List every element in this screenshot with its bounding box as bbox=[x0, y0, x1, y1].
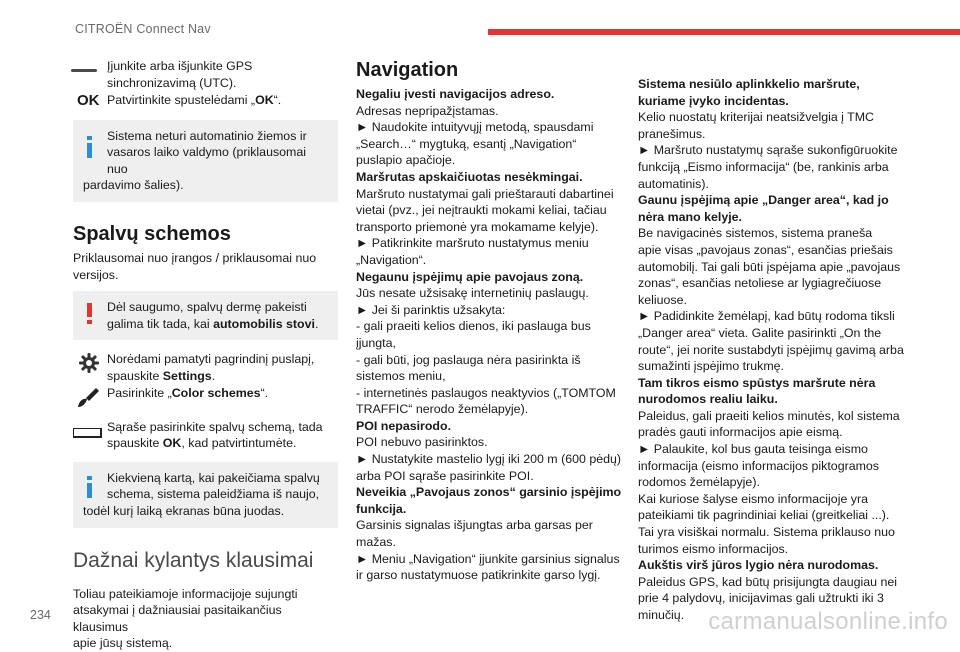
question-line: Neveikia „Pavojaus zonos“ garsinio įspėjimo bbox=[356, 485, 622, 500]
answer-line: transporto priemonė yra mokamame kelyje). bbox=[356, 219, 599, 234]
question-line: POI nepasirodo. bbox=[356, 418, 452, 433]
answer-line: „Danger area“ vieta. Galite pasirinkti „On the bbox=[638, 325, 882, 340]
answer-line: „Search…“ mygtuką, esantį „Navigation“ bbox=[356, 136, 577, 151]
answer-line: rodomos žemėlapyje). bbox=[638, 475, 760, 490]
paragraph-line: Priklausomai nuo įrangos / priklausomai nuo bbox=[73, 250, 317, 265]
answer-line: pradės gauti informacijos apie eismą. bbox=[638, 425, 843, 440]
warning-exclamation-icon bbox=[87, 303, 93, 325]
page-number: 234 bbox=[30, 608, 51, 622]
answer-line: Kelio nuostatų kriterijai neatsižvelgia į TMC bbox=[638, 110, 874, 125]
answer-line: Tai yra visiškai normalu. Sistema priklauso nuo bbox=[638, 525, 895, 540]
settings-row: Norėdami pamatyti pagrindinį puslapį, spauskite Settings. bbox=[73, 351, 338, 384]
color-schemes-row: Pasirinkite „Color schemes“. bbox=[73, 385, 338, 409]
warning-line: Dėl saugumo, spalvų dermę pakeisti bbox=[107, 300, 307, 315]
info-icon bbox=[87, 136, 93, 158]
question-line: Tam tikros eismo spūstys maršrute nėra bbox=[638, 375, 876, 390]
answer-line: ► Padidinkite žemėlapį, kad būtų rodoma tiksli bbox=[638, 309, 895, 324]
answer-line: sumažinti įspėjimo trukmę. bbox=[638, 359, 784, 374]
question-line: Sistema nesiūlo aplinkkelio maršrute, bbox=[638, 77, 860, 91]
question-line: Negaunu įspėjimų apie pavojaus zoną. bbox=[356, 269, 584, 284]
info-note-line: vasaros laiko valdymo (priklausomai nuo bbox=[107, 145, 307, 176]
answer-line: pateikiami tik pagrindiniai keliai (greitkeliai ...). bbox=[638, 508, 890, 523]
paragraph-line: atsakymai į dažniausiai pasitaikančius klausimus bbox=[73, 603, 282, 634]
ok-instruction-line: Įjunkite arba išjunkite GPS bbox=[107, 59, 253, 73]
paragraph-line: versijos. bbox=[73, 267, 119, 282]
info-note-line: pardavimo šalies). bbox=[83, 178, 184, 193]
answer-line: Adresas nepripažįstamas. bbox=[356, 103, 499, 118]
right-column bbox=[638, 76, 906, 624]
answer-line: ► Patikrinkite maršruto nustatymus meniu bbox=[356, 236, 589, 251]
answer-line: Jūs nesate užsisakę internetinių paslaugų. bbox=[356, 286, 589, 301]
ok-icon-slot bbox=[73, 58, 107, 92]
answer-line: Maršruto nustatymai gali prieštarauti dabartinei bbox=[356, 186, 614, 201]
answer-line: ► Meniu „Navigation“ įjunkite garsinius signalus bbox=[356, 551, 620, 566]
ok-instruction-line: sinchronizavimą (UTC). bbox=[107, 75, 237, 90]
question-line: Gaunu įspėjimą apie „Danger area“, kad jo bbox=[638, 193, 889, 208]
middle-column bbox=[356, 58, 628, 584]
answer-line: - gali praeiti kelios dienos, iki paslauga bus bbox=[356, 319, 591, 334]
answer-line: Kai kuriose šalyse eismo informacijoje yra bbox=[638, 491, 869, 506]
answer-line: vietai (pvz., jei neįtraukti mokami keliai, tačiau bbox=[356, 203, 607, 218]
info-note bbox=[73, 462, 338, 528]
watermark: carmanualsonline.info bbox=[708, 608, 948, 635]
answer-line: automobilį. Tai gali būti įspėjama apie „pavojaus bbox=[638, 259, 901, 274]
question-line: kuriame įvyko incidentas. bbox=[638, 93, 789, 108]
answer-line: apie visas „pavojaus zonas“, esančias priešais bbox=[638, 242, 893, 257]
question-line: Aukštis virš jūros lygio nėra nurodomas. bbox=[638, 558, 879, 573]
question-line: funkcija. bbox=[356, 501, 407, 516]
answer-line: mažas. bbox=[356, 535, 396, 550]
answer-line: Be navigacinės sistemos, sistema praneša bbox=[638, 226, 873, 241]
answer-line: route“, jei norite sustabdyti įspėjimų gavimą arba bbox=[638, 342, 904, 357]
answer-line: funkciją „Eismo informacija“ (be, rankinis arba bbox=[638, 159, 889, 174]
answer-line: „Navigation“. bbox=[356, 252, 427, 267]
info-note-line: Kiekvieną kartą, kai pakeičiama spalvų bbox=[107, 470, 320, 485]
gear-icon bbox=[79, 353, 99, 373]
answer-line: prie 4 palydovų, inicijavimas gali užtrukti iki 3 bbox=[638, 591, 884, 606]
answer-line: POI nebuvo pasirinktos. bbox=[356, 435, 488, 450]
answer-line: ir garso nustatymuose patikrinkite garso lygį. bbox=[356, 568, 601, 583]
answer-line: ► Nustatykite mastelio lygį iki 200 m (600 pėdų) bbox=[356, 452, 622, 467]
info-note-line: todėl kurį laiką ekranas būna juodas. bbox=[83, 503, 285, 518]
ok-confirm-row: OK Patvirtinkite spustelėdami „OK“. bbox=[77, 92, 282, 109]
list-selector-icon bbox=[73, 428, 103, 438]
paragraph-line: Toliau pateikiamoje informacijoje sujungti bbox=[73, 586, 298, 601]
answer-line: Paleidus GPS, kad būtų prisijungta daugiau nei bbox=[638, 574, 897, 589]
answer-line: Garsinis signalas išjungtas arba garsas per bbox=[356, 518, 593, 533]
info-note-line: Sistema neturi automatinio žiemos ir bbox=[107, 128, 307, 143]
question-line: Negaliu įvesti navigacijos adreso. bbox=[356, 87, 555, 101]
answer-line: sistemos meniu, bbox=[356, 369, 446, 384]
answer-line: zonas“, esančias netoliese ar lygiagrečiuose bbox=[638, 276, 882, 291]
paragraph-line: apie jūsų sistemą. bbox=[73, 636, 173, 651]
answer-line: keliuose. bbox=[638, 292, 687, 307]
question-line: nurodomos realiu laiku. bbox=[638, 392, 778, 407]
traffic-faq-text bbox=[638, 76, 906, 624]
header-accent-bar bbox=[488, 29, 960, 35]
answer-line: automatinis). bbox=[638, 176, 709, 191]
answer-line: puslapio apačioje. bbox=[356, 153, 456, 168]
section-heading-color-schemes: Spalvų schemos bbox=[73, 222, 231, 245]
answer-line: arba POI sąraše pasirinkite POI. bbox=[356, 468, 534, 483]
answer-line: ► Maršruto nustatymų sąraše sukonfigūruokite bbox=[638, 143, 898, 158]
answer-line: - internetinės paslaugos neaktyvios („TOMTOM bbox=[356, 385, 616, 400]
answer-line: TRAFFIC“ nerodo žemėlapyje). bbox=[356, 402, 529, 417]
answer-line: turimos eismo informacijos. bbox=[638, 541, 789, 556]
answer-line: pranešimus. bbox=[638, 126, 706, 141]
answer-line: - gali būti, jog paslauga nėra pasirinkta iš bbox=[356, 352, 581, 367]
answer-line: minučių. bbox=[638, 608, 685, 622]
info-icon bbox=[87, 476, 93, 498]
question-line: Maršrutas apskaičiuotas nesėkmingai. bbox=[356, 169, 583, 184]
horizontal-bar-icon bbox=[71, 68, 101, 74]
ok-instruction-row bbox=[73, 58, 338, 92]
select-scheme-row: Sąraše pasirinkite spalvų schemą, tada spauskite OK, kad patvirtintumėte. bbox=[73, 419, 338, 452]
answer-line: Paleidus, gali praeiti kelios minutės, kol sistema bbox=[638, 408, 900, 423]
answer-line: įjungta, bbox=[356, 335, 396, 350]
warning-note: Dėl saugumo, spalvų dermę pakeisti galima tik tada, kai automobilis stovi. bbox=[73, 291, 338, 340]
info-note bbox=[73, 120, 338, 202]
info-note-line: schema, sistema paleidžiama iš naujo, bbox=[107, 487, 320, 502]
answer-line: ► Naudokite intuityvųjį metodą, spausdami bbox=[356, 120, 594, 135]
answer-line: ► Palaukite, kol bus gauta teisinga eismo bbox=[638, 442, 868, 457]
answer-line: ► Jei ši parinktis užsakyta: bbox=[356, 302, 506, 317]
left-column bbox=[73, 58, 338, 652]
question-line: nėra mano kelyje. bbox=[638, 209, 742, 224]
running-header: CITROËN Connect Nav bbox=[75, 22, 211, 36]
ok-button-icon: OK bbox=[77, 92, 100, 109]
navigation-faq-text bbox=[356, 86, 628, 584]
section-heading-faq: Dažnai kylantys klausimai bbox=[73, 548, 314, 572]
section-heading-navigation: Navigation bbox=[356, 59, 459, 81]
answer-line: informacija (eismo informacijos piktogramos bbox=[638, 458, 880, 473]
palette-icon bbox=[76, 387, 100, 409]
